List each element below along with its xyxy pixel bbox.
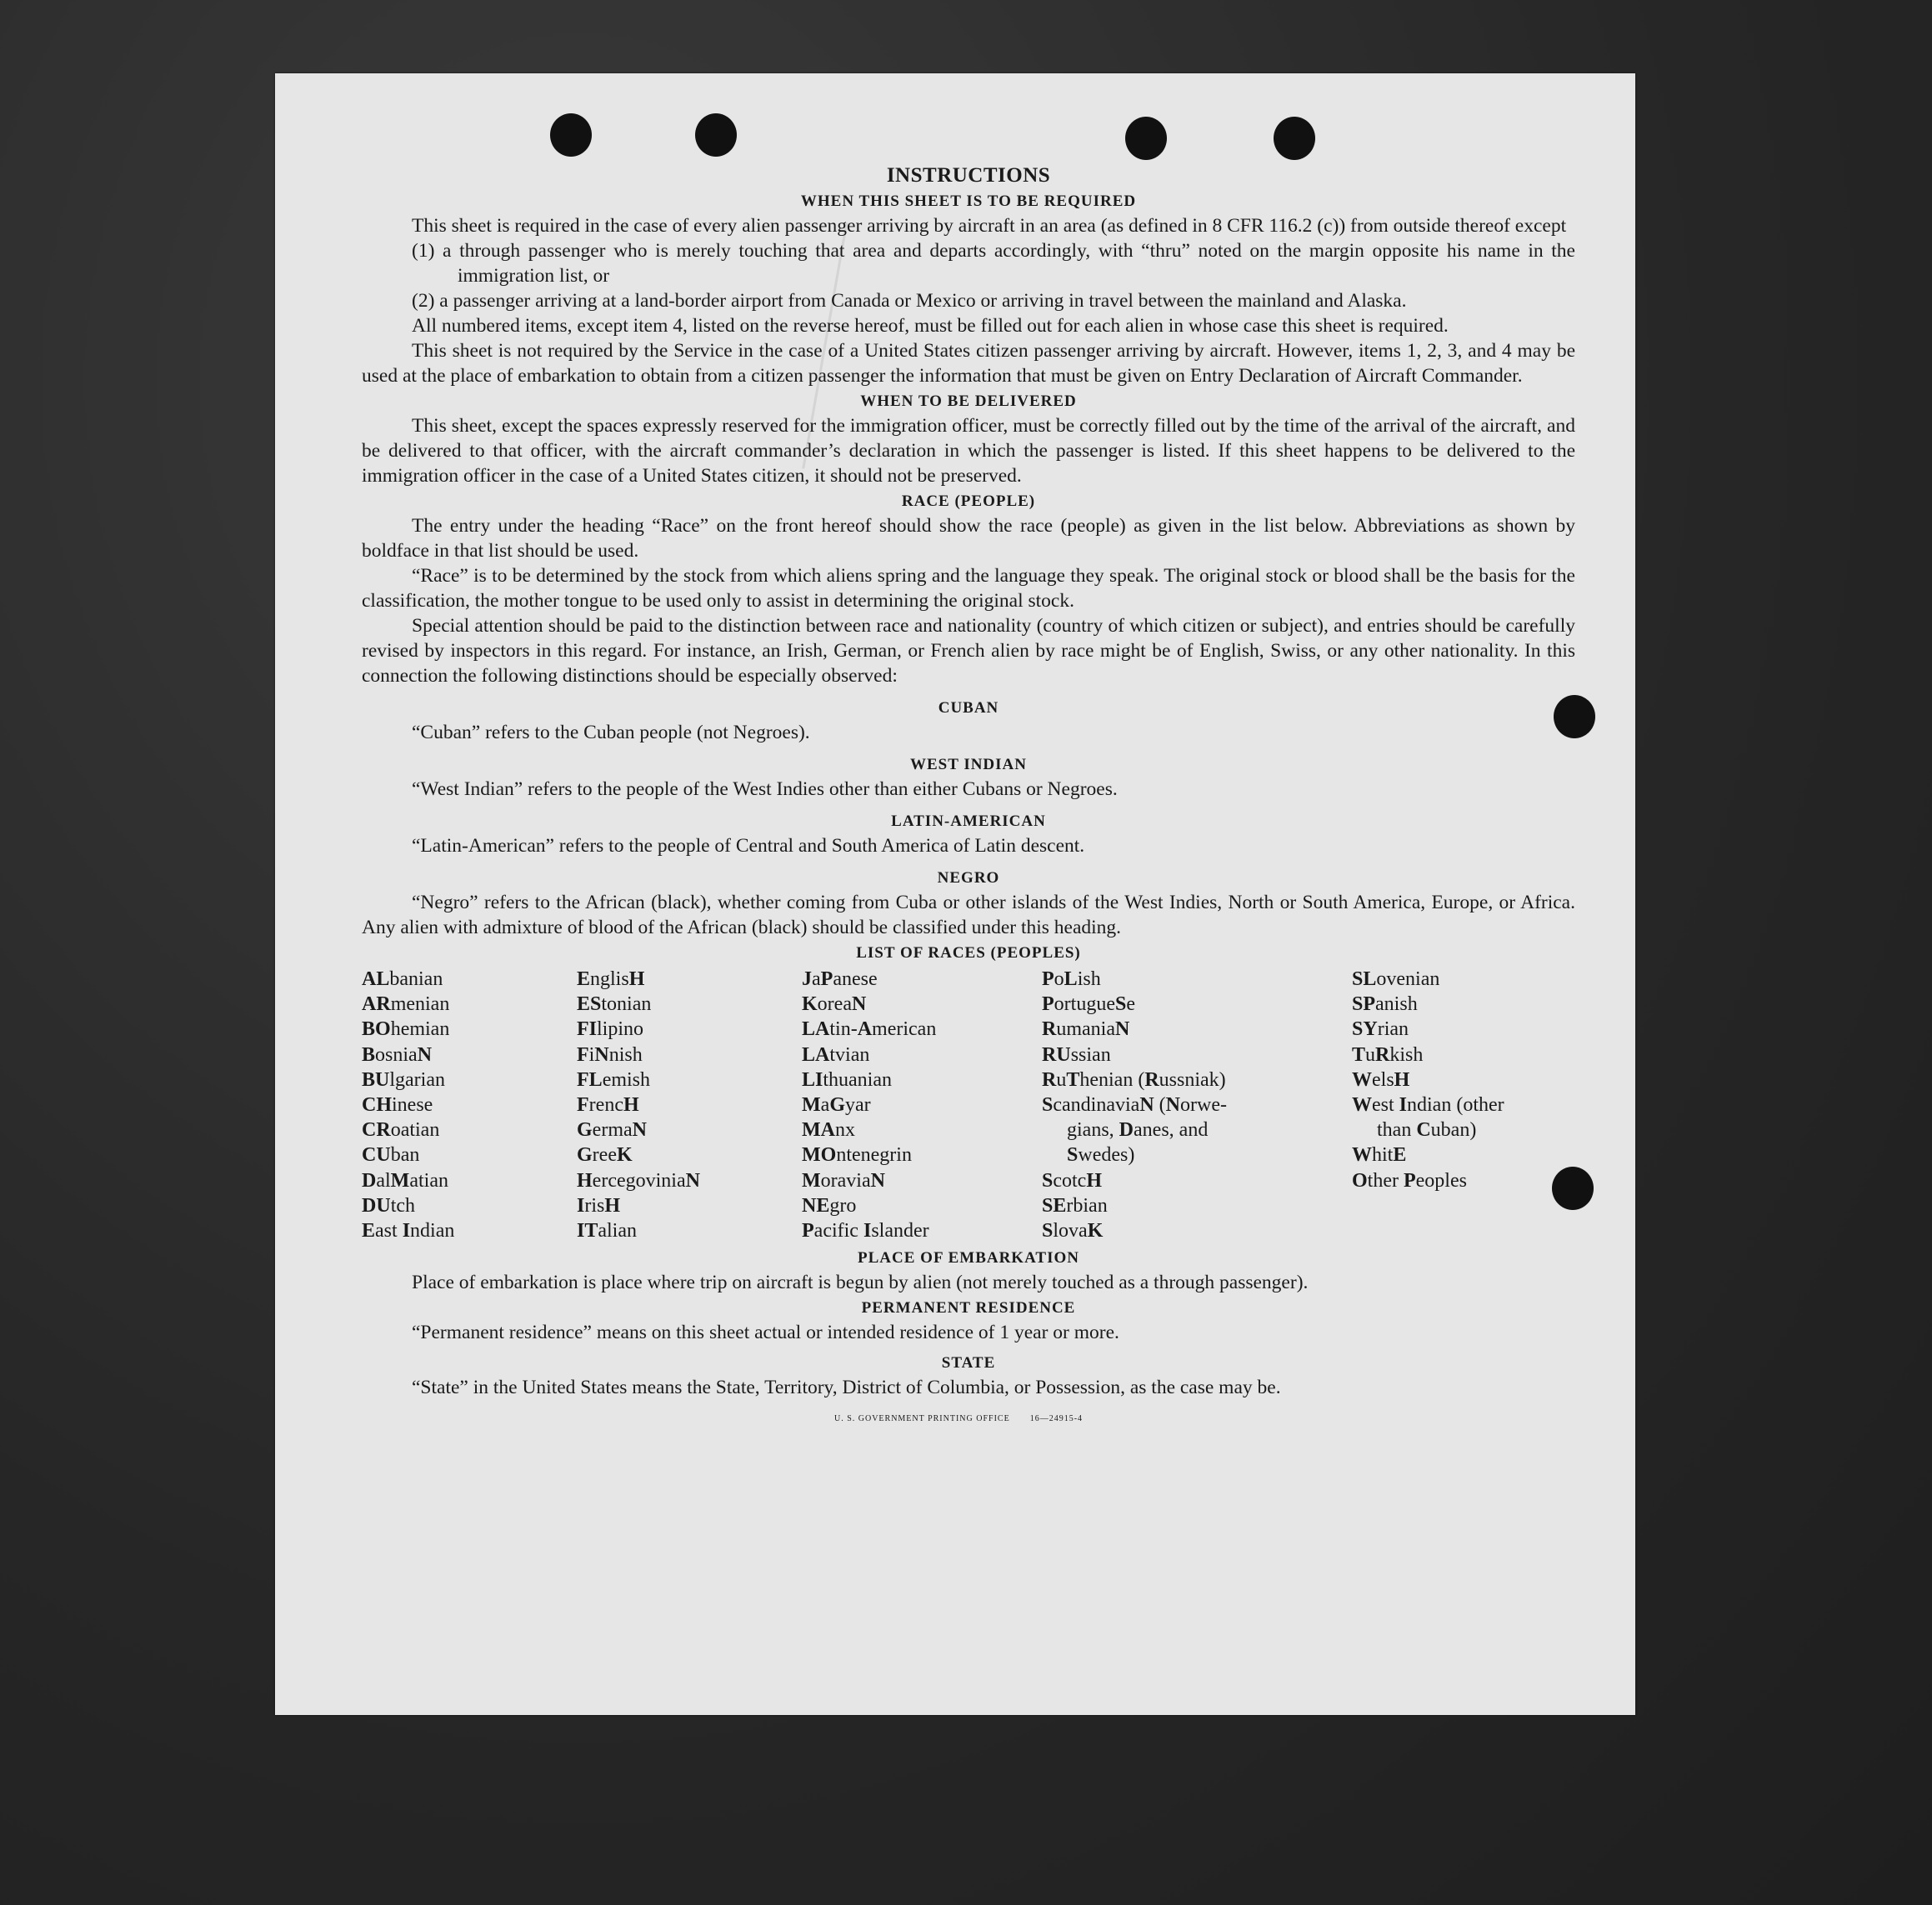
race-entry: LAtin-American <box>802 1018 937 1041</box>
race-entry: SYrian <box>1352 1018 1409 1041</box>
punch-hole <box>1274 117 1315 160</box>
paragraph: “West Indian” refers to the people of the West Indies other than either Cubans or Negroes. <box>412 778 1118 800</box>
paragraph: “Race” is to be determined by the stock from which aliens spring and the language they speak. The original stock or blood shall be the basis for the classification, the mother tongue to be used only to assist in determining the original stock. <box>362 565 1575 612</box>
section-heading: WEST INDIAN <box>910 756 1027 773</box>
section-heading: STATE <box>941 1354 996 1372</box>
race-entry: BOhemian <box>362 1018 450 1041</box>
section-heading: WHEN TO BE DELIVERED <box>860 392 1077 410</box>
paragraph: Place of embarkation is place where trip on aircraft is begun by alien (not merely touched as a through passenger). <box>412 1272 1309 1294</box>
paragraph: Special attention should be paid to the distinction between race and nationality (country of which citizen or subject), and entries should be carefully revised by inspectors in this regard. For instance, an Irish, German, or French alien by race might be of English, Swiss, or any other nationality. In this connection the following distinctions should be especially observed: <box>362 615 1575 687</box>
instructions-content <box>362 163 1575 1432</box>
race-entry: West Indian (other <box>1352 1094 1504 1117</box>
paragraph: “Cuban” refers to the Cuban people (not Negroes). <box>412 722 810 743</box>
race-entry: SLovenian <box>1352 968 1440 990</box>
section-heading: PLACE OF EMBARKATION <box>858 1249 1079 1268</box>
race-entry: WelsH <box>1352 1068 1410 1091</box>
numbered-item: (2) a passenger arriving at a land-border airport from Canada or Mexico or arriving in travel between the mainland and Alaska. <box>412 290 1407 312</box>
section-heading: LIST OF RACES (PEOPLES) <box>856 944 1081 962</box>
printer-name: U. S. GOVERNMENT PRINTING OFFICE <box>833 1414 1010 1424</box>
paragraph: “State” in the United States means the State, Territory, District of Columbia, or Possession, as the case may be. <box>412 1377 1281 1399</box>
paragraph: “Permanent residence” means on this sheet actual or intended residence of 1 year or more. <box>412 1322 1119 1344</box>
race-list <box>362 967 1575 1243</box>
race-entry: CRoatian <box>362 1119 440 1142</box>
race-column <box>802 967 1042 1243</box>
race-entry: IrisH <box>577 1194 621 1217</box>
race-entry: MAnx <box>802 1119 855 1142</box>
race-entry: PoLish <box>1042 968 1101 990</box>
race-entry: BosniaN <box>362 1043 433 1066</box>
race-entry: BUlgarian <box>362 1068 445 1091</box>
race-entry: SPanish <box>1352 993 1418 1016</box>
race-entry: gians, Danes, and <box>1067 1119 1209 1142</box>
section-heading: WHEN THIS SHEET IS TO BE REQUIRED <box>800 192 1137 210</box>
paragraph: This sheet is not required by the Service in the case of a United States citizen passenger arriving by aircraft. However, items 1, 2, 3, and 4 may be used at the place of embarkation to obtain from a citizen passenger the information that must be given on Entry Declaration of Aircraft Commander. <box>362 340 1575 387</box>
race-entry: RumaniaN <box>1042 1018 1130 1041</box>
race-entry: MOntenegrin <box>802 1144 912 1167</box>
race-entry: PortugueSe <box>1042 993 1135 1016</box>
paragraph: This sheet is required in the case of every alien passenger arriving by aircraft in an area (as defined in 8 CFR 116.2 (c)) from outside thereof except <box>412 215 1567 237</box>
race-entry: ALbanian <box>362 968 443 990</box>
section-heading: RACE (PEOPLE) <box>901 492 1036 510</box>
race-entry: FLemish <box>577 1068 651 1091</box>
race-entry: NEgro <box>802 1194 857 1217</box>
race-entry: ScandinaviaN (Norwe- <box>1042 1094 1227 1117</box>
race-entry: than Cuban) <box>1377 1119 1477 1142</box>
race-entry: HercegoviniaN <box>577 1169 700 1192</box>
race-entry: MaGyar <box>802 1094 871 1117</box>
race-entry: CUban <box>362 1144 420 1167</box>
section-heading: PERMANENT RESIDENCE <box>861 1299 1076 1318</box>
race-entry: WhitE <box>1352 1144 1407 1167</box>
race-entry: LAtvian <box>802 1043 870 1066</box>
race-entry: SlovaK <box>1042 1220 1104 1242</box>
form-code: 16—24915-4 <box>1029 1414 1084 1424</box>
race-entry: ITalian <box>577 1220 637 1242</box>
punch-hole <box>1125 117 1167 160</box>
race-entry: East Indian <box>362 1220 455 1242</box>
race-entry: MoraviaN <box>802 1169 885 1192</box>
race-entry: FiNnish <box>577 1043 643 1066</box>
race-entry: JaPanese <box>802 968 878 990</box>
race-entry: EStonian <box>577 993 652 1016</box>
race-entry: Swedes) <box>1067 1144 1135 1167</box>
race-entry: DalMatian <box>362 1169 448 1192</box>
paragraph: All numbered items, except item 4, listed on the reverse hereof, must be filled out for each alien in whose case this sheet is required. <box>412 315 1449 337</box>
race-entry: EnglisH <box>577 968 645 990</box>
race-column <box>362 967 577 1243</box>
race-entry: SErbian <box>1042 1194 1108 1217</box>
paragraph: “Negro” refers to the African (black), whether coming from Cuba or other islands of the West Indies, North or South America, Europe, or Africa. Any alien with admixture of blood of the African (black) should be classified under this heading. <box>362 892 1575 938</box>
race-entry: CHinese <box>362 1094 433 1117</box>
paragraph: The entry under the heading “Race” on the front hereof should show the race (people) as given in the list below. Abbreviations as shown by boldface in that list should be used. <box>362 515 1575 562</box>
printer-footer <box>362 1407 1575 1432</box>
race-entry: TuRkish <box>1352 1043 1424 1066</box>
race-column <box>1352 967 1569 1243</box>
page-title: INSTRUCTIONS <box>886 164 1051 187</box>
race-entry: GermaN <box>577 1119 647 1142</box>
section-heading: NEGRO <box>937 869 1000 887</box>
race-entry: KoreaN <box>802 993 867 1016</box>
race-entry: ScotcH <box>1042 1169 1103 1192</box>
numbered-item: (1) a through passenger who is merely touching that area and departs accordingly, with “thru” noted on the margin opposite his name in the immigration list, or <box>412 240 1575 287</box>
punch-hole <box>695 113 737 157</box>
race-entry: DUtch <box>362 1194 416 1217</box>
race-entry: FIlipino <box>577 1018 644 1041</box>
race-entry: Pacific Islander <box>802 1220 929 1242</box>
paragraph: This sheet, except the spaces expressly reserved for the immigration officer, must be correctly filled out by the time of the arrival of the aircraft, and be delivered to that officer, with the aircraft commander’s declaration in which the passenger is listed. If this sheet happens to be delivered to the immigration officer in the case of a United States citizen, it should not be preserved. <box>362 415 1575 487</box>
section-heading: CUBAN <box>938 699 999 717</box>
section-heading: LATIN-AMERICAN <box>891 812 1046 830</box>
race-entry: RuThenian (Russniak) <box>1042 1068 1226 1091</box>
race-column <box>577 967 802 1243</box>
paragraph: “Latin-American” refers to the people of Central and South America of Latin descent. <box>412 835 1085 857</box>
punch-hole <box>550 113 592 157</box>
race-entry: ARmenian <box>362 993 450 1016</box>
race-column <box>1042 967 1284 1243</box>
race-entry: Other Peoples <box>1352 1169 1467 1192</box>
race-entry: RUssian <box>1042 1043 1111 1066</box>
race-entry: GreeK <box>577 1144 633 1167</box>
race-entry: LIthuanian <box>802 1068 892 1091</box>
race-entry: FrencH <box>577 1094 639 1117</box>
